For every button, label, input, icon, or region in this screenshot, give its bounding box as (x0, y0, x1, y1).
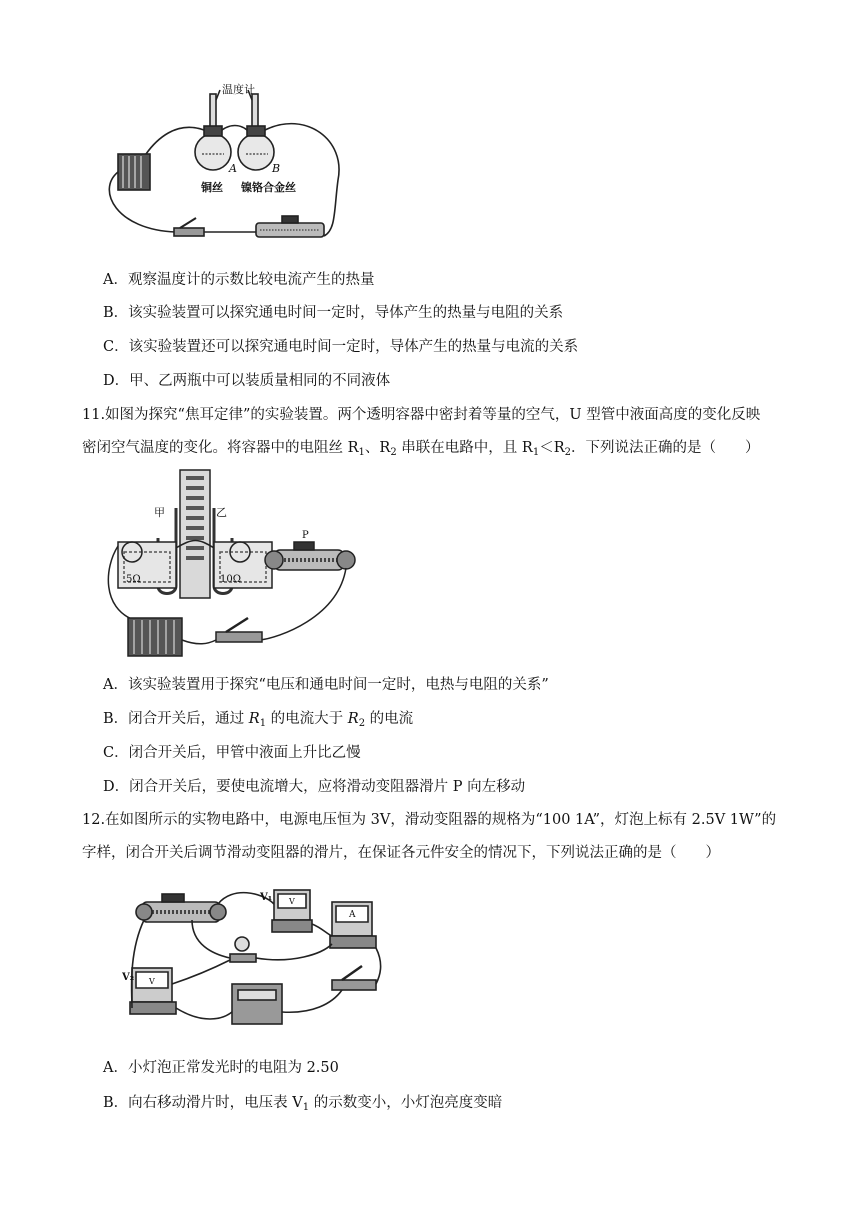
q12-stem-line1: 12.在如图所示的实物电路中，电源电压恒为 3V，滑动变阻器的规格为“100 1A”，灯泡上标有 2.5V 1W”的 (82, 812, 777, 828)
label-yi: 乙 (216, 506, 227, 519)
q10-option-a: A．观察温度计的示数比较电流产生的热量 (103, 272, 375, 288)
q11-option-d: D．闭合开关后，要使电流增大，应将滑动变阻器滑片 P 向左移动 (103, 779, 526, 795)
q11-stem-line1: 11.如图为探究“焦耳定律”的实验装置。两个透明容器中密封着等量的空气，U 型管中液面高度的变化反映 (82, 407, 761, 423)
label-nichrome: 镍铬合金丝 (241, 181, 296, 194)
q11-option-c: C．闭合开关后，甲管中液面上升比乙慢 (103, 745, 361, 761)
label-a: A (229, 162, 237, 175)
q10-option-b: B．该实验装置可以探究通电时间一定时，导体产生的热量与电阻的关系 (103, 305, 564, 321)
label-copper: 铜丝 (201, 181, 223, 194)
label-v1: V₁ (260, 892, 273, 903)
figure-circuit-meters (122, 884, 392, 1034)
label-jia: 甲 (154, 506, 165, 519)
q12-option-b: B．向右移动滑片时，电压表 $V_1$ 的示数变小，小灯泡亮度变暗 (103, 1095, 503, 1113)
label-r2: 10Ω (220, 574, 242, 585)
figure-joule-law-apparatus (98, 468, 358, 664)
q10-option-c: C．该实验装置还可以探究通电时间一定时，导体产生的热量与电流的关系 (103, 339, 579, 355)
q11-stem-line2: 密闭空气温度的变化。将容器中的电阻丝 $R_1$、$R_2$ 串联在电路中，且 $R_1<R_2$．下列说法正确的是（ ） (82, 440, 760, 458)
label-p: P (302, 530, 309, 541)
q12-option-a: A．小灯泡正常发光时的电阻为 2.50 (103, 1060, 339, 1076)
label-r1: 5Ω (126, 574, 141, 585)
label-thermometer: 温度计 (222, 83, 255, 96)
q12-stem-line2: 字样，闭合开关后调节滑动变阻器的滑片，在保证各元件安全的情况下，下列说法正确的是（ ） (82, 845, 720, 861)
label-v2: V₂ (122, 972, 135, 983)
label-a-meter: A (349, 910, 356, 920)
q10-option-d: D．甲、乙两瓶中可以装质量相同的不同液体 (103, 373, 391, 389)
figure-joule-heat-bottles (96, 80, 356, 250)
label-b: B (272, 162, 281, 175)
q11-option-a: A．该实验装置用于探究“电压和通电时间一定时，电热与电阻的关系” (103, 677, 549, 693)
label-v2-mark: V (149, 977, 155, 986)
q11-option-b: B．闭合开关后，通过 $R_1$ 的电流大于 $R_2$ 的电流 (103, 711, 414, 729)
label-v1-mark: V (289, 897, 295, 906)
